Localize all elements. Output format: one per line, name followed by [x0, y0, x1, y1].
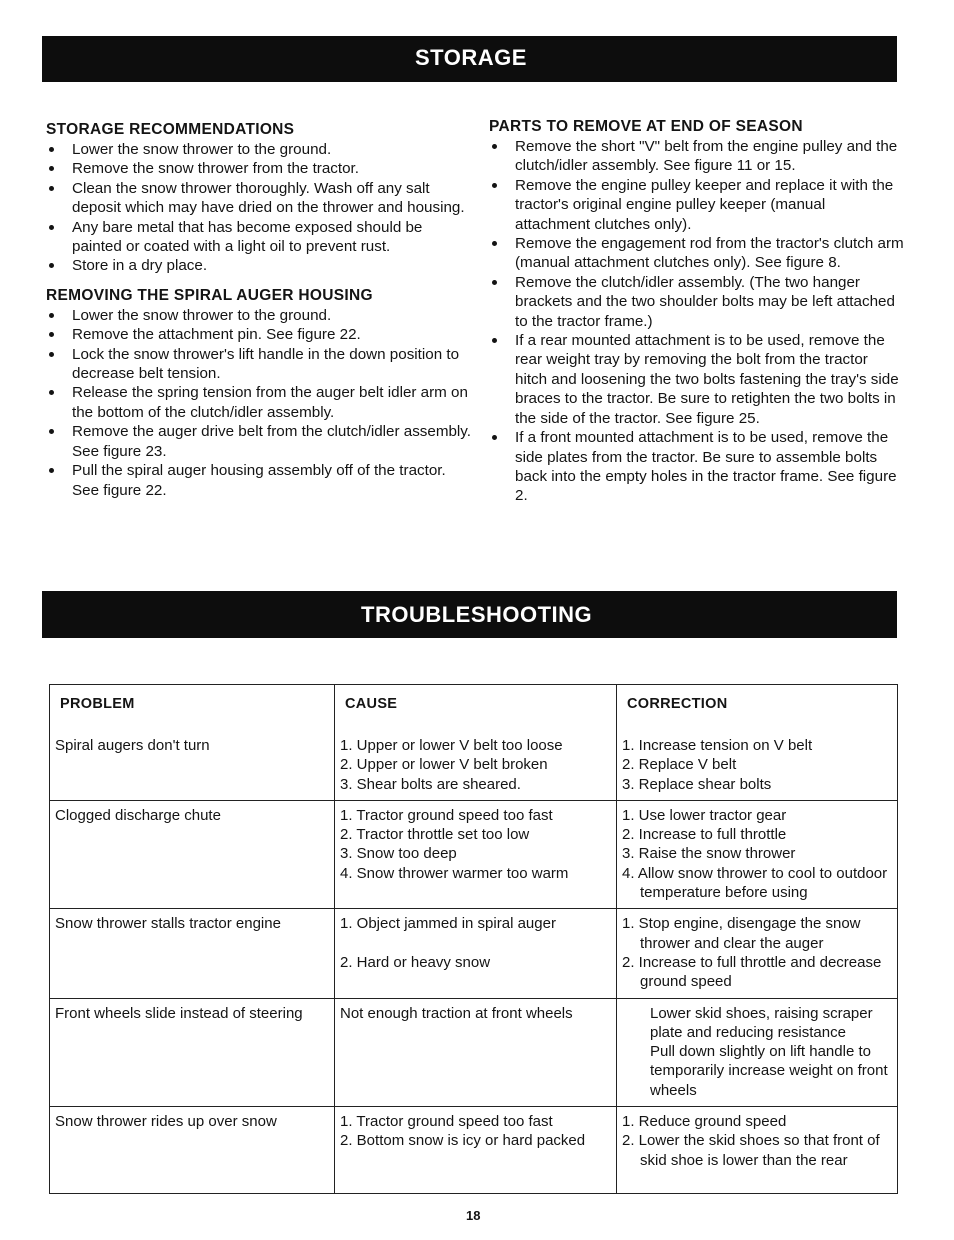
cause-item: 3. Shear bolts are sheared.	[340, 775, 521, 793]
cause-cell	[335, 909, 617, 998]
cause-cell	[335, 800, 617, 908]
problem-cell: Spiral augers don't turn	[50, 731, 335, 800]
right-column	[489, 117, 904, 506]
list-item: Lower the snow thrower to the ground.	[46, 140, 476, 159]
cause-header: CAUSE	[335, 685, 617, 732]
parts-to-remove-heading: PARTS TO REMOVE AT END OF SEASON	[489, 118, 803, 135]
correction-item: Pull down slightly on lift handle to temporarily increase weight on front wheels	[650, 1043, 888, 1099]
cause-item: 2. Upper or lower V belt broken	[340, 756, 548, 774]
correction-item: 1. Use lower tractor gear	[622, 806, 787, 824]
problem-cell: Snow thrower stalls tractor engine	[50, 909, 335, 998]
list-item: Lock the snow thrower's lift handle in the down position to decrease belt tension.	[46, 345, 476, 384]
correction-item: 3. Raise the snow thrower	[622, 845, 796, 863]
list-item: Remove the attachment pin. See figure 22.	[46, 325, 476, 344]
cause-item: 1. Tractor ground speed too fast	[340, 806, 553, 824]
table-row	[50, 1107, 898, 1194]
removing-auger-heading: REMOVING THE SPIRAL AUGER HOUSING	[46, 286, 373, 304]
list-item: Remove the auger drive belt from the clutch/idler assembly. See figure 23.	[46, 422, 476, 461]
correction-cell	[617, 1107, 898, 1194]
troubleshooting-title: TROUBLESHOOTING	[361, 602, 593, 627]
correction-cell	[617, 731, 898, 800]
page-number: 18	[466, 1208, 481, 1223]
storage-banner	[42, 36, 897, 82]
cause-item: 1. Tractor ground speed too fast	[340, 1113, 553, 1131]
cause-cell	[335, 1107, 617, 1194]
list-item: Clean the snow thrower thoroughly. Wash off any salt deposit which may have dried on the thrower and housing.	[46, 179, 476, 218]
cause-cell	[335, 731, 617, 800]
cause-item: 4. Snow thrower warmer too warm	[340, 864, 569, 882]
list-item: Remove the clutch/idler assembly. (The two hanger brackets and the two shoulder bolts may be left attached to the tractor frame.)	[489, 273, 904, 331]
correction-item: Lower skid shoes, raising scraper plate and reducing resistance	[650, 1004, 873, 1041]
correction-cell	[617, 800, 898, 908]
problem-cell: Front wheels slide instead of steering	[50, 998, 335, 1106]
list-item: Remove the snow thrower from the tractor.	[46, 159, 476, 178]
list-item: Any bare metal that has become exposed should be painted or coated with a light oil to prevent rust.	[46, 218, 476, 257]
correction-header: CORRECTION	[617, 685, 898, 732]
list-item: If a rear mounted attachment is to be used, remove the rear weight tray by removing the bolt from the tractor hitch and loosening the two bolts fastening the tray's side braces to the tractor. Be sure to retighten the two bolts in the side of the tractor. See figure 25.	[489, 331, 904, 428]
problem-header: PROBLEM	[50, 685, 335, 732]
table-header-row	[50, 685, 898, 732]
table-row	[50, 909, 898, 998]
correction-item: 1. Reduce ground speed	[622, 1113, 787, 1131]
correction-item: 1. Increase tension on V belt	[622, 737, 813, 754]
storage-title: STORAGE	[415, 45, 527, 70]
correction-item: 2. Increase to full throttle	[622, 826, 787, 844]
correction-item: 1. Stop engine, disengage the snow thrower and clear the auger	[622, 915, 861, 952]
list-item: Remove the engagement rod from the tractor's clutch arm (manual attachment clutches only). See figure 8.	[489, 234, 904, 273]
list-item: Store in a dry place.	[46, 256, 476, 275]
cause-item: 3. Snow too deep	[340, 845, 457, 863]
correction-item: 2. Replace V belt	[622, 756, 737, 774]
correction-item: 3. Replace shear bolts	[622, 775, 772, 793]
table-row	[50, 998, 898, 1106]
cause-item: 2. Tractor throttle set too low	[340, 826, 530, 844]
cause-item: 2. Bottom snow is icy or hard packed	[340, 1132, 586, 1150]
cause-item: 1. Object jammed in spiral auger	[340, 915, 556, 933]
problem-cell: Snow thrower rides up over snow	[50, 1107, 335, 1194]
list-item: Lower the snow thrower to the ground.	[46, 306, 476, 325]
cause-item: 2. Hard or heavy snow	[340, 953, 491, 971]
correction-cell	[617, 909, 898, 998]
list-item: Remove the short "V" belt from the engine pulley and the clutch/idler assembly. See figure 11 or 15.	[489, 137, 904, 176]
left-column	[46, 120, 476, 500]
list-item: Pull the spiral auger housing assembly off of the tractor. See figure 22.	[46, 461, 476, 500]
removing-auger-list	[46, 306, 476, 500]
table-row	[50, 731, 898, 800]
list-item: Release the spring tension from the auger belt idler arm on the bottom of the clutch/idler assembly.	[46, 383, 476, 422]
list-item: Remove the engine pulley keeper and replace it with the tractor's original engine pulley keeper (manual attachment clutches only).	[489, 176, 904, 234]
correction-item: 2. Increase to full throttle and decrease ground speed	[622, 953, 882, 991]
correction-item: 2. Lower the skid shoes so that front of skid shoe is lower than the rear	[622, 1132, 880, 1169]
cause-item: 1. Upper or lower V belt too loose	[340, 737, 563, 754]
cause-cell: Not enough traction at front wheels	[335, 998, 617, 1106]
correction-cell	[617, 998, 898, 1106]
troubleshooting-banner	[42, 591, 897, 638]
parts-to-remove-list	[489, 137, 904, 506]
list-item: If a front mounted attachment is to be used, remove the side plates from the tractor. Be sure to assemble bolts back into the empty holes in the tractor frame. See figure 2.	[489, 428, 904, 506]
storage-recommendations-heading: STORAGE RECOMMENDATIONS	[46, 121, 295, 138]
troubleshooting-table	[49, 684, 898, 1194]
table-row	[50, 800, 898, 908]
storage-recommendations-list	[46, 140, 476, 276]
correction-item: 4. Allow snow thrower to cool to outdoor temperature before using	[622, 864, 888, 902]
problem-cell: Clogged discharge chute	[50, 800, 335, 908]
